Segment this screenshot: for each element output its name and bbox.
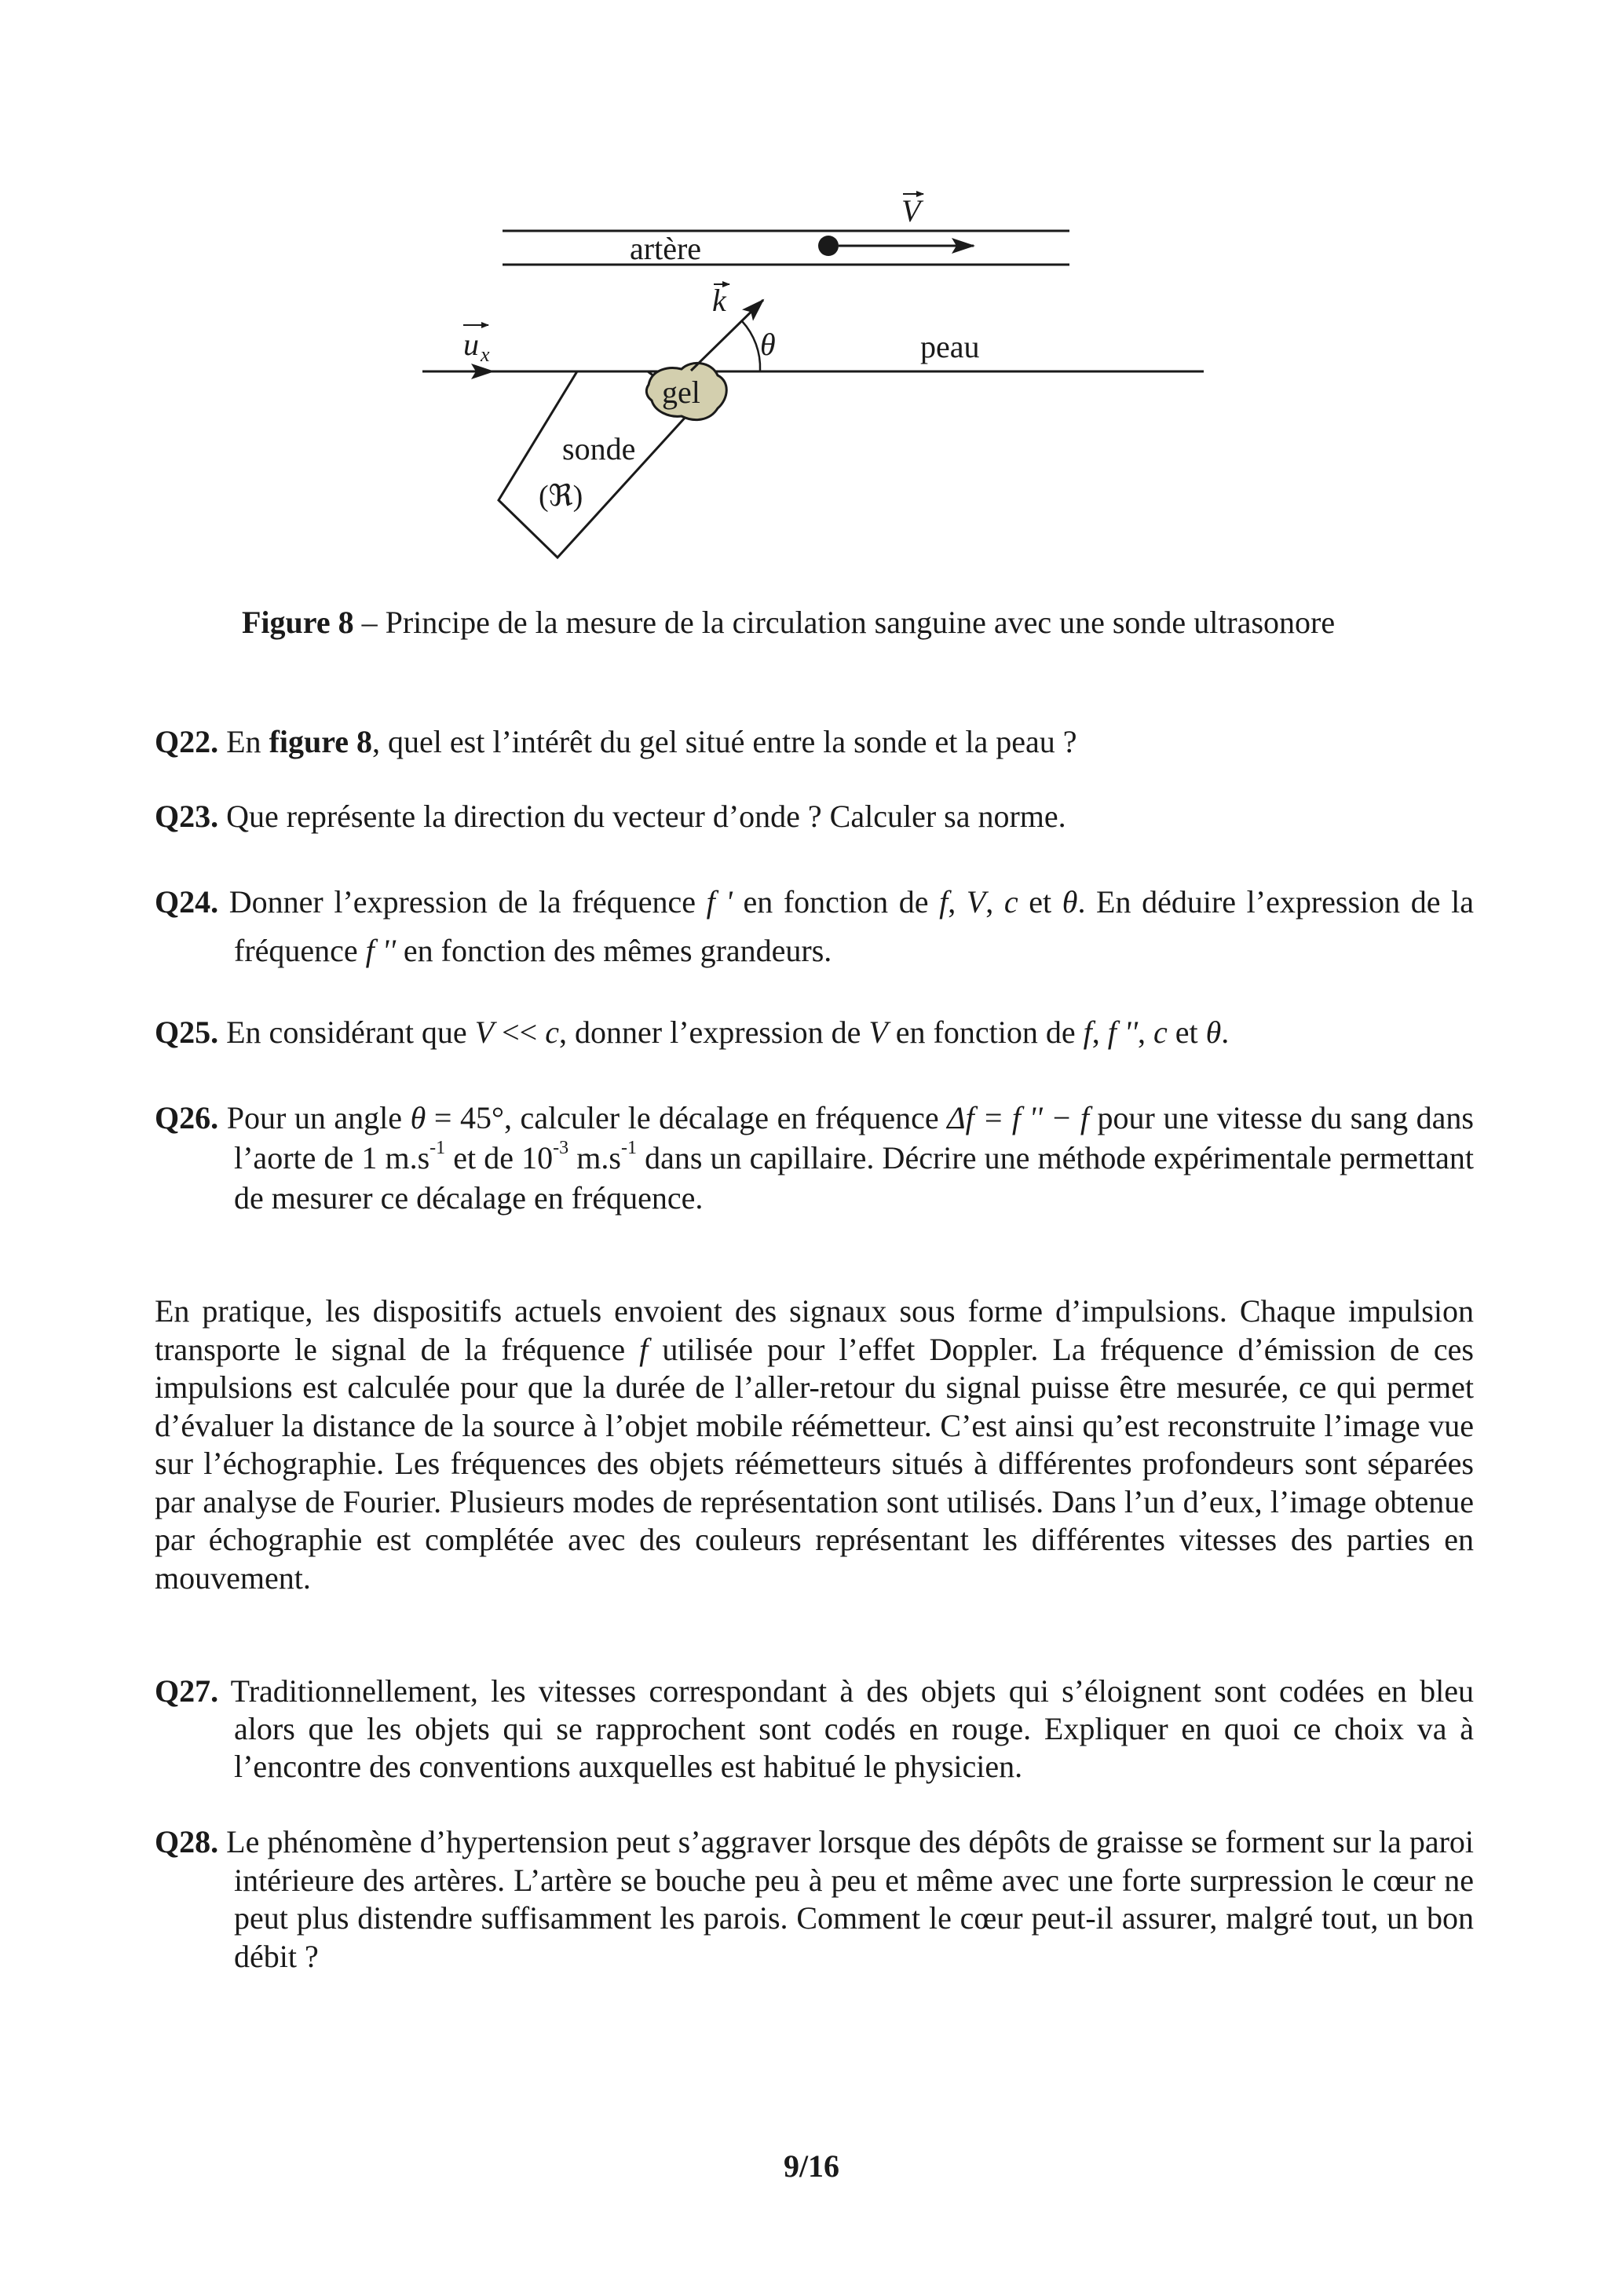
probe-referential-label: (ℜ) <box>539 480 583 513</box>
question-text: , donner l’expression de <box>559 1015 869 1050</box>
figure-reference: figure 8 <box>269 724 373 759</box>
math-f: f <box>939 884 949 919</box>
math-f: f <box>639 1331 649 1367</box>
question-28 <box>155 1823 1474 1976</box>
question-text: , quel est l’intérêt du gel situé entre la sonde et la peau ? <box>372 724 1077 759</box>
question-text: Donner l’expression de la fréquence <box>228 884 707 919</box>
figure-caption-label: Figure 8 <box>242 605 354 640</box>
math-theta: θ <box>1062 884 1078 919</box>
question-text: , <box>985 884 1004 919</box>
question-27 <box>155 1673 1474 1786</box>
question-26 <box>155 1098 1474 1218</box>
question-text: pour une vitesse du sang dans l’aorte de 1 m.s <box>234 1100 1475 1175</box>
question-text: et <box>1167 1015 1206 1050</box>
question-number: Q24. <box>155 884 219 919</box>
question-number: Q26. <box>155 1100 219 1135</box>
math-c: c <box>1153 1015 1168 1050</box>
question-text: Le phénomène d’hypertension peut s’aggraver lorsque des dépôts de graisse se forment sur la paroi intérieure des artères. L’artère se bouche peu à peu et même avec une forte surpression le cœur ne peut plus distendre suffisamment les parois. Comment le cœur peut-il assurer, malgré tout, un bon débit ? <box>226 1824 1475 1974</box>
paragraph-text: En pratique, les dispositifs actuels envoient des signaux sous forme d’impulsions. Chaque impulsion transporte le signal de la fréquence <box>155 1293 1474 1367</box>
question-text: . En déduire l’expression de la fréquence <box>234 884 1475 968</box>
question-text: . <box>1221 1015 1230 1050</box>
math-c: c <box>1003 884 1018 919</box>
math-v: V <box>868 1015 888 1050</box>
figure-8-diagram <box>0 0 1623 573</box>
math-theta: θ <box>1205 1015 1222 1050</box>
question-text: , <box>948 884 967 919</box>
question-text: Traditionnellement, les vitesses correspondant à des objets qui s’éloignent sont codées en bleu alors que les objets qui se rapprochent sont codés en rouge. Expliquer en quoi ce choix va à l’encontre des conventions auxquelles est habitué le physicien. <box>230 1673 1475 1784</box>
question-text: , <box>1091 1015 1108 1050</box>
question-text: et de 10 <box>445 1140 554 1175</box>
question-text: en fonction des mêmes grandeurs. <box>395 933 832 968</box>
question-25 <box>155 1013 1474 1052</box>
question-text: Que représente la direction du vecteur d’onde ? Calculer sa norme. <box>226 799 1066 834</box>
math-theta: θ <box>410 1100 426 1135</box>
math-f-double-prime: f '' <box>365 933 396 968</box>
question-text: << <box>494 1015 546 1050</box>
question-text: , <box>1137 1015 1153 1050</box>
skin-label: peau <box>920 329 980 364</box>
question-text: = 45°, calculer le décalage en fréquence <box>426 1100 948 1135</box>
unit-vector-subscript: x <box>481 343 490 366</box>
figure-caption <box>242 603 1420 642</box>
angle-label: θ <box>760 327 776 362</box>
math-v: V <box>966 884 986 919</box>
question-22 <box>155 722 1474 762</box>
exponent: -3 <box>553 1137 569 1158</box>
exponent: -1 <box>620 1137 637 1158</box>
question-number: Q22. <box>155 724 219 759</box>
question-text: En considérant que <box>226 1015 475 1050</box>
probe-label: sonde <box>562 431 636 466</box>
question-text: en fonction de <box>887 1015 1084 1050</box>
question-number: Q23. <box>155 799 219 834</box>
question-24 <box>155 878 1474 975</box>
exponent: -1 <box>430 1137 446 1158</box>
question-text: En <box>226 724 269 759</box>
question-text: et <box>1018 884 1062 919</box>
question-number: Q28. <box>155 1824 219 1859</box>
question-text: m.s <box>568 1140 621 1175</box>
question-number: Q25. <box>155 1015 219 1050</box>
question-number: Q27. <box>155 1673 219 1709</box>
page-number: 9/16 <box>783 2148 840 2184</box>
figure-caption-separator: – <box>353 605 386 640</box>
math-v: V <box>474 1015 495 1050</box>
math-f: f <box>1083 1015 1092 1050</box>
artery-label: artère <box>630 231 702 266</box>
wave-vector-label: k <box>712 283 726 318</box>
figure-caption-text: Principe de la mesure de la circulation sanguine avec une sonde ultrasonore <box>385 605 1336 640</box>
unit-vector-label: u <box>463 327 479 362</box>
blood-particle <box>818 236 839 256</box>
angle-arc <box>742 321 760 371</box>
gel-label: gel <box>662 375 700 410</box>
math-f-prime: f ' <box>706 884 733 919</box>
question-text: en fonction de <box>732 884 940 919</box>
body-paragraph <box>155 1292 1474 1597</box>
question-text: dans un capillaire. Décrire une méthode expérimentale permettant de mesurer ce décalage en fréquence. <box>234 1140 1475 1216</box>
velocity-label: V <box>901 193 921 229</box>
question-23 <box>155 797 1474 836</box>
math-c: c <box>545 1015 560 1050</box>
question-text: Pour un angle <box>226 1100 411 1135</box>
math-delta-f: Δf = f '' − f <box>947 1100 1089 1135</box>
paragraph-text: utilisée pour l’effet Doppler. La fréquence d’émission de ces impulsions est calculée pour que la durée de l’aller-retour du signal puisse être mesurée, ce qui permet d’évaluer la distance de la source à l’objet mobile réémetteur. C’est ainsi qu’est reconstruite l’image vue sur l’échographie. Les fréquences des objets réémetteurs situés à différentes profondeurs sont séparées par analyse de Fourier. Plusieurs modes de représentation sont utilisés. Dans l’un d’eux, l’image obtenue par échographie est complétée avec des couleurs représentant les différentes vitesses des parties en mouvement. <box>155 1331 1474 1596</box>
math-f-double-prime: f '' <box>1107 1015 1138 1050</box>
